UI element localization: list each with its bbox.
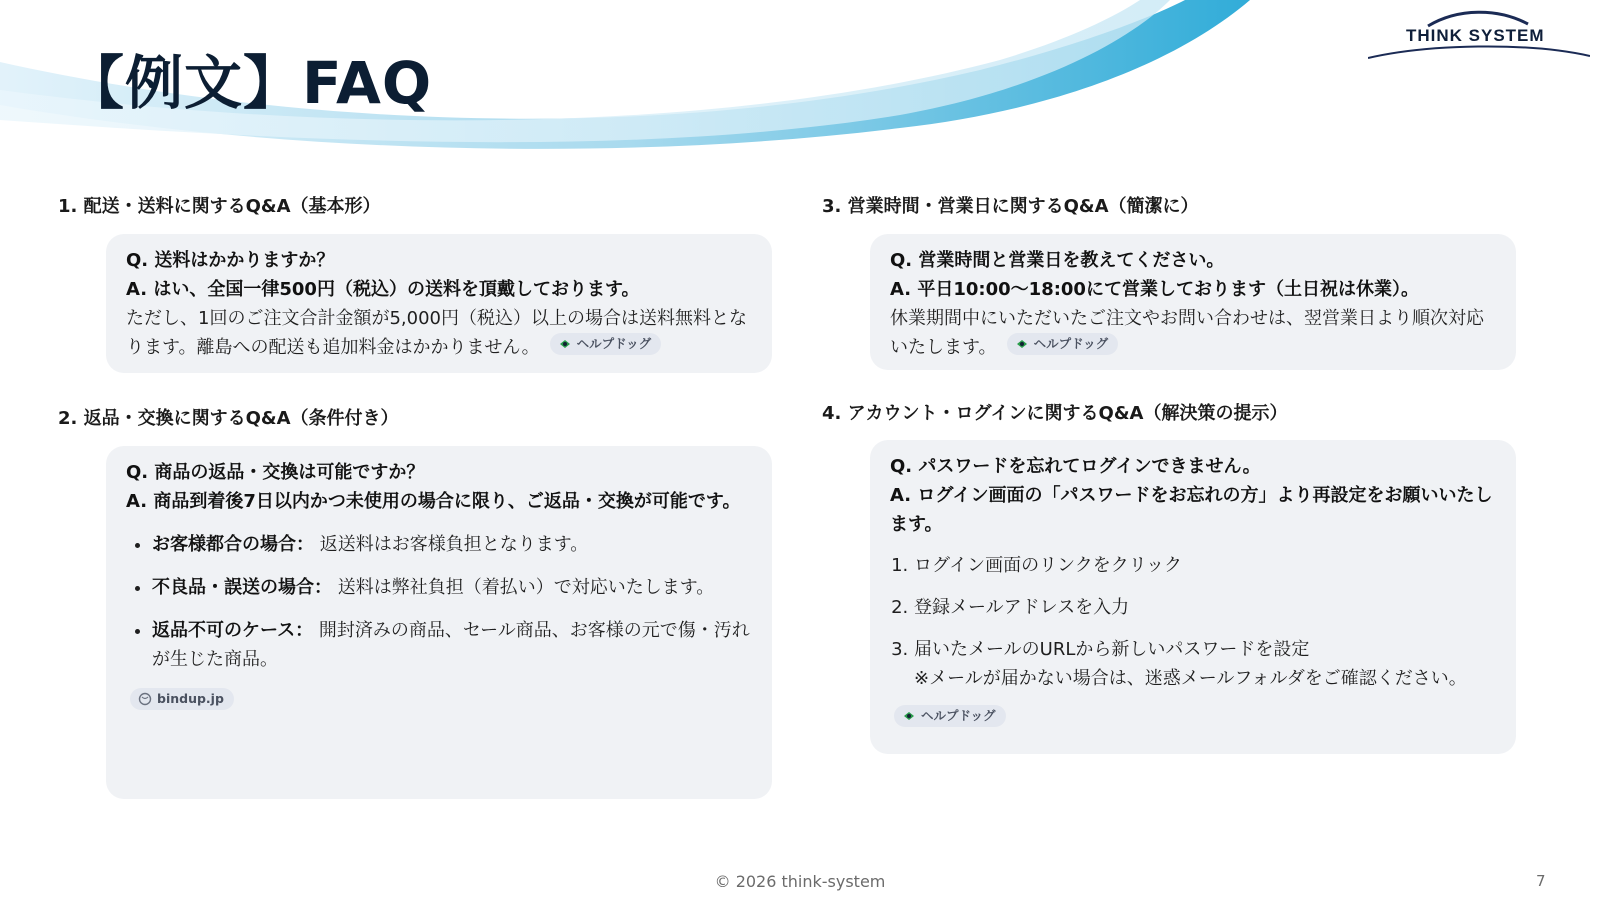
source-chip-label: bindup.jp bbox=[157, 691, 224, 706]
logo-text: THINK SYSTEM bbox=[1406, 26, 1545, 45]
dog-paw-icon bbox=[558, 337, 572, 351]
faq-answer: A. はい、全国一律500円（税込）の送料を頂戴しております。 bbox=[126, 279, 640, 300]
step-note: ※メールが届かない場合は、迷惑メールフォルダをご確認ください。 bbox=[914, 668, 1467, 689]
list-item bbox=[152, 616, 752, 674]
condition-label: お客様都合の場合： bbox=[152, 534, 314, 555]
faq-card-returns bbox=[106, 446, 772, 799]
source-chip-label: ヘルプドッグ bbox=[921, 708, 996, 723]
faq-answer: A. ログイン画面の「パスワードをお忘れの方」より再設定をお願いいたします。 bbox=[890, 485, 1493, 535]
think-system-logo bbox=[1368, 6, 1590, 62]
list-item bbox=[914, 593, 1496, 622]
section-heading-account: 4. アカウント・ログインに関するQ&A（解決策の提示） bbox=[822, 403, 1288, 424]
list-item bbox=[914, 635, 1496, 693]
dog-paw-icon bbox=[1015, 337, 1029, 351]
faq-answer-detail-text: 休業期間中にいただいたご注文やお問い合わせは、翌営業日より順次対応いたします。 bbox=[890, 308, 1484, 358]
faq-answer: A. 商品到着後7日以内かつ未使用の場合に限り、ご返品・交換が可能です。 bbox=[126, 491, 741, 512]
faq-question: Q. 送料はかかりますか？ bbox=[126, 250, 335, 271]
source-chip[interactable] bbox=[894, 705, 1006, 727]
step-text: ログイン画面のリンクをクリック bbox=[914, 555, 1183, 576]
copyright-footer: © 2026 think-system bbox=[714, 872, 886, 891]
list-item bbox=[152, 530, 752, 559]
globe-icon bbox=[138, 692, 152, 706]
faq-question: Q. 営業時間と営業日を教えてください。 bbox=[890, 250, 1225, 271]
faq-card-shipping bbox=[106, 234, 772, 373]
section-heading-returns: 2. 返品・交換に関するQ&A（条件付き） bbox=[58, 408, 399, 429]
condition-text: 返送料はお客様負担となります。 bbox=[319, 534, 589, 555]
dog-paw-icon bbox=[902, 709, 916, 723]
page-title: 【例文】FAQ bbox=[66, 49, 433, 117]
faq-answer: A. 平日10:00〜18:00にて営業しております（土日祝は休業）。 bbox=[890, 279, 1419, 300]
condition-label: 不良品・誤送の場合： bbox=[152, 577, 332, 598]
faq-answer-detail bbox=[126, 304, 752, 362]
faq-answer-detail-text: ただし、1回のご注文合計金額が5,000円（税込）以上の場合は送料無料となります。離島への配送も追加料金はかかりません。 bbox=[126, 308, 747, 358]
steps-list bbox=[890, 551, 1496, 693]
faq-answer-detail bbox=[890, 304, 1496, 362]
condition-label: 返品不可のケース： bbox=[152, 620, 314, 641]
source-chip-label: ヘルプドッグ bbox=[576, 336, 652, 351]
source-chip[interactable] bbox=[550, 333, 662, 355]
section-heading-hours: 3. 営業時間・営業日に関するQ&A（簡潔に） bbox=[822, 196, 1199, 217]
section-heading-shipping: 1. 配送・送料に関するQ&A（基本形） bbox=[58, 196, 381, 217]
condition-text: 開封済みの商品、セール商品、お客様の元で傷・汚れが生じた商品。 bbox=[152, 620, 750, 670]
source-chip[interactable] bbox=[1007, 333, 1119, 355]
faq-card-account bbox=[870, 440, 1516, 754]
source-chip[interactable] bbox=[130, 688, 234, 710]
step-text: 登録メールアドレスを入力 bbox=[914, 597, 1130, 618]
condition-text: 送料は弊社負担（着払い）で対応いたします。 bbox=[337, 577, 715, 598]
page-number: 7 bbox=[1536, 872, 1546, 890]
list-item bbox=[152, 573, 752, 602]
faq-question: Q. パスワードを忘れてログインできません。 bbox=[890, 456, 1261, 477]
faq-card-hours bbox=[870, 234, 1516, 370]
source-chip-label: ヘルプドッグ bbox=[1033, 336, 1109, 351]
list-item bbox=[914, 551, 1496, 580]
step-text: 届いたメールのURLから新しいパスワードを設定 bbox=[914, 639, 1310, 660]
faq-question: Q. 商品の返品・交換は可能ですか？ bbox=[126, 462, 425, 483]
conditions-list bbox=[126, 530, 752, 674]
